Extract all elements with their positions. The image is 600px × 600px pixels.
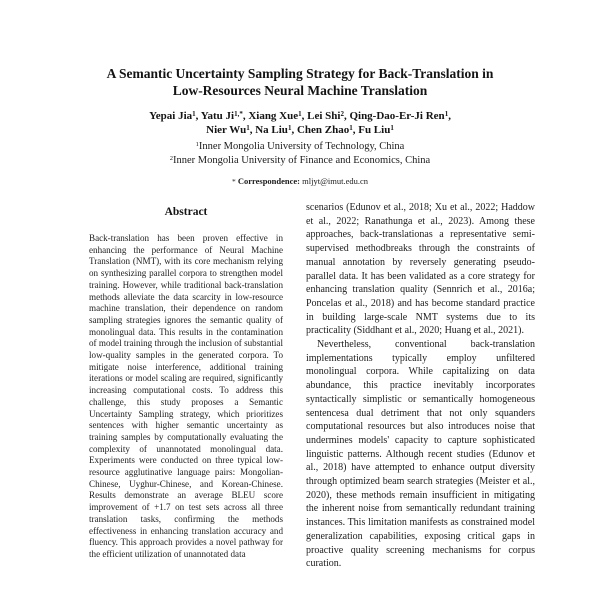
author-separator: , [301, 110, 305, 122]
author-name: Lei Shi [307, 110, 341, 122]
author-affiliation-mark: 1 [192, 110, 196, 118]
abstract-text: Back-translation has been proven effective in enhancing the performance of Neural Machine Translation (NMT), with its core mechanism relying on synthesizing parallel corpora to strengthen model training. However, while traditional back-translation methods alleviate the data scarcity in low-resource machine translation, their dependence on random sampling strategies ignores the semantic quality of monolingual data. This results in the contamination of model training through the inclusion of substantial low-quality samples in the generated corpora. To mitigate noise interference, additional training iterations or model scaling are required, significantly increasing computational costs. To address this challenge, this study proposes a Semantic Uncertainty Sampling strategy, which prioritizes sentences with higher semantic uncertainty as training samples by computationally evaluating the complexity of unannotated monolingual data. Experiments were conducted on three typical low-resource agglutinative language pairs: Mongolian-Chinese, Uyghur-Chinese, and Korean-Chinese. Results demonstrate an average BLEU score improvement of +1.7 on test sets across all three translation tasks, confirming the methods effectiveness in enhancing translation accuracy and fluency. This approach provides a novel pathway for the efficient utilization of unannotated data [89, 233, 283, 559]
author-affiliation-mark: 1 [444, 110, 449, 118]
author-name: Chen Zhao [296, 123, 350, 136]
abstract-heading: Abstract [164, 206, 208, 218]
correspondence-label: Correspondence: [237, 176, 300, 186]
author-affiliation-mark: 1 [349, 123, 353, 132]
author-name: Yatu Ji [200, 110, 235, 122]
author-affiliation-mark: 1,* [234, 110, 243, 118]
title-line-1: A Semantic Uncertainty Sampling Strategy for Back-Translation in [106, 66, 494, 81]
left-column [75, 206, 297, 561]
author-affiliation-mark: 1 [298, 110, 302, 118]
affiliation-1 [0, 140, 600, 154]
paper-header [0, 66, 600, 187]
author-line-2 [0, 124, 600, 138]
author-separator: , [242, 110, 246, 122]
author-name: Nier Wu [206, 123, 247, 136]
correspondence-email: mljyt@imut.edu.cn [302, 176, 369, 186]
affiliation-1-text: Inner Mongolia University of Technology, China [198, 141, 405, 152]
correspondence-star: * [231, 177, 236, 186]
author [349, 110, 450, 122]
body-paragraph-1: scenarios (Edunov et al., 2018; Xu et al., 2022; Haddow et al., 2022; Ranathunga et al., 2023). Among these approaches, back-translationas a representative semi-supervised methodbreaks through the constraints of manual annotation by reversely generating pseudo-parallel data. It has been validated as a core strategy for enhancing translation quality (Sennrich et al., 2016a; Poncelas et al., 2018) and has become standard practice in building large-scale NMT systems due to its practicality (Siddhant et al., 2020; Huang et al., 2021). [306, 202, 535, 337]
title-line-2: Low-Resources Neural Machine Translation [172, 82, 428, 98]
affiliation-2 [0, 154, 600, 168]
author-name: Yepai Jia [149, 110, 193, 122]
paper-title [0, 66, 600, 99]
affiliation-2-mark: 2 [169, 155, 174, 162]
body-paragraph-2: Nevertheless, conventional back-translation implementations typically employ unfiltered monolingual corpora. While capitalizing on data abundance, this practice inevitably incorporates syntactically simplistic or semantically homogeneous sentencesa dual detriment that not only squanders computational resources but also introduces noise that undermines models' capacity to capture sophisticated linguistic patterns. Although recent studies (Edunov et al., 2018) have attempted to enhance output diversity through optimized beam search strategies (Meister et al., 2020), these methods remain insufficient in mitigating the inherent noise from semantically redundant training instances. This limitation manifests as constrained model generalization capabilities, exposing critical gaps in proactive quality screening mechanisms for corpus curation. [306, 339, 535, 570]
author-separator: , [249, 123, 253, 136]
author-name: Na Liu [255, 123, 288, 136]
author-name: Xiang Xue [248, 110, 299, 122]
author-name: Qing-Dao-Er-Ji Ren [349, 110, 445, 122]
author-separator: , [352, 123, 356, 136]
affiliation-block [0, 140, 600, 168]
author-line-1 [0, 110, 600, 124]
author-affiliation-mark: 1 [390, 123, 394, 132]
author-name: Fu Liu [358, 123, 391, 136]
author-affiliation-mark: 1 [246, 123, 250, 132]
author [206, 124, 252, 136]
affiliation-2-text: Inner Mongolia University of Finance and Economics, China [173, 155, 431, 166]
author [255, 124, 294, 136]
right-column [306, 201, 535, 571]
author [201, 110, 246, 122]
author [307, 110, 347, 122]
author-separator: , [448, 110, 451, 122]
author-separator: , [291, 123, 295, 136]
author-affiliation-mark: 1 [287, 123, 292, 132]
correspondence-line [0, 176, 600, 187]
author-separator: , [195, 110, 199, 122]
author-affiliation-mark: 2 [340, 110, 344, 118]
affiliation-1-mark: 1 [195, 141, 199, 148]
author [297, 124, 356, 136]
author [149, 110, 198, 122]
author [358, 124, 394, 136]
author-separator: , [343, 110, 347, 122]
author [248, 110, 304, 122]
author-block [0, 110, 600, 137]
